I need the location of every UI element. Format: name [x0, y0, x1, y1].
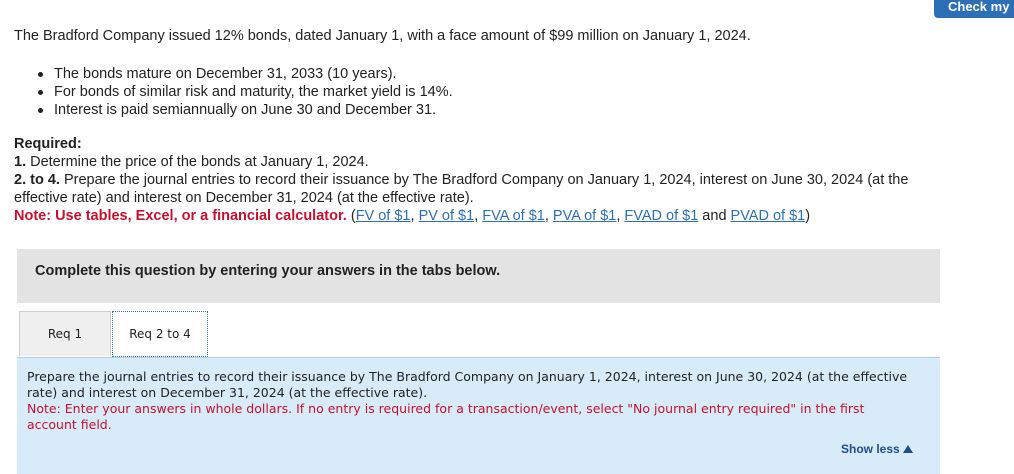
- required-note-line: [14, 207, 914, 225]
- required-item-1-number: 1.: [14, 154, 27, 170]
- bullet-maturity: The bonds mature on December 31, 2033 (10 years).: [36, 65, 453, 83]
- tab-note: Note: Enter your answers in whole dollars. If no entry is required for a transaction/event, select "No journal entry required" in the first account field.: [27, 401, 865, 432]
- required-item-1: [14, 153, 914, 171]
- required-item-1-text: Determine the price of the bonds at January 1, 2024.: [26, 154, 369, 170]
- link-fv-of-1[interactable]: FV of $1: [355, 208, 411, 224]
- link-fvad-of-1[interactable]: FVAD of $1: [624, 208, 699, 224]
- tab-content-panel: [17, 357, 940, 474]
- tables-note: Note: Use tables, Excel, or a financial calculator.: [14, 208, 347, 224]
- required-item-2-number: 2. to 4.: [14, 172, 60, 188]
- separator: ,: [544, 208, 553, 224]
- bullet-interest-dates: Interest is paid semiannually on June 30 and December 31.: [36, 101, 453, 119]
- triangle-up-icon: [903, 445, 913, 453]
- problem-intro: The Bradford Company issued 12% bonds, dated January 1, with a face amount of $99 million on January 1, 2024.: [14, 28, 751, 44]
- required-item-2: [14, 171, 914, 207]
- check-my-work-button[interactable]: Check my: [934, 0, 1014, 18]
- paren-close: ): [805, 208, 811, 224]
- tab-instruction: Prepare the journal entries to record their issuance by The Bradford Company on January 1, 2024, interest on June 30, 2024 (at the effective rate) and interest on December 31, 2024 (at the effective rate).: [27, 369, 908, 400]
- problem-bullets: [36, 65, 453, 119]
- separator: ,: [474, 208, 483, 224]
- bullet-market-yield: For bonds of similar risk and maturity, the market yield is 14%.: [36, 83, 453, 101]
- tab-req-1[interactable]: Req 1: [19, 311, 111, 356]
- and-word: and: [698, 208, 731, 224]
- link-pvad-of-1[interactable]: PVAD of $1: [730, 208, 806, 224]
- instructions-text: Complete this question by entering your answers in the tabs below.: [35, 263, 501, 279]
- instructions-panel: [17, 249, 940, 303]
- tab-req-2-to-4[interactable]: Req 2 to 4: [112, 311, 208, 357]
- required-item-2-text: Prepare the journal entries to record their issuance by The Bradford Company on January 1, 2024, interest on June 30, 2024 (at the effective rate) and interest on December 31, 2024 (at the effective rate).: [14, 172, 909, 206]
- required-section: [14, 135, 914, 225]
- link-fva-of-1[interactable]: FVA of $1: [482, 208, 545, 224]
- paren-open: (: [346, 208, 356, 224]
- separator: ,: [410, 208, 419, 224]
- show-less-label: Show less: [841, 442, 900, 456]
- required-heading: Required:: [14, 136, 82, 152]
- separator: ,: [616, 208, 625, 224]
- link-pva-of-1[interactable]: PVA of $1: [552, 208, 617, 224]
- link-pv-of-1[interactable]: PV of $1: [418, 208, 475, 224]
- show-less-button[interactable]: [841, 442, 913, 456]
